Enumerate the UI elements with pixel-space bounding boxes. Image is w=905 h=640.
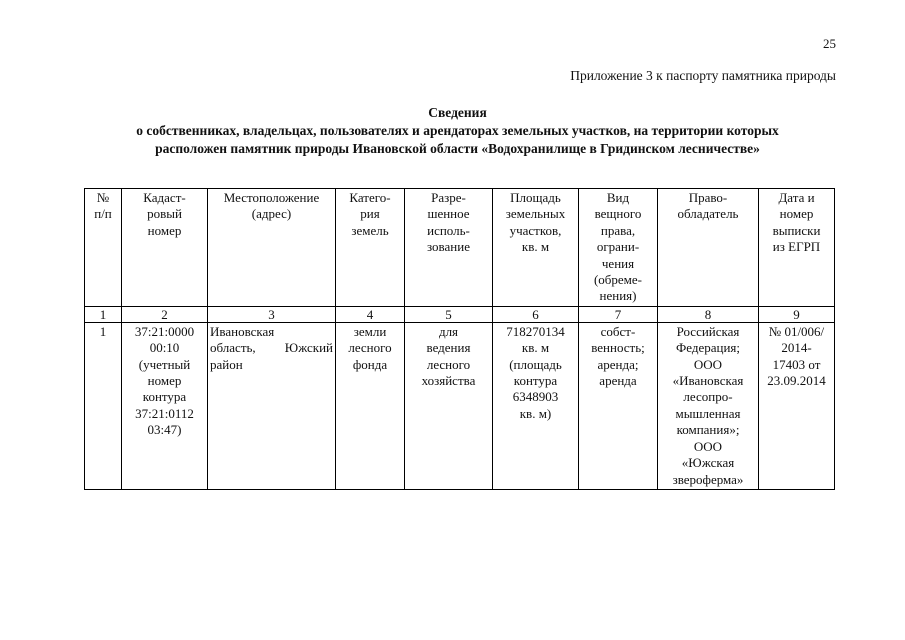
header-cell: Местоположение (адрес) bbox=[208, 189, 336, 307]
column-number: 3 bbox=[208, 306, 336, 322]
column-number: 4 bbox=[336, 306, 405, 322]
page-number: 25 bbox=[823, 36, 836, 51]
permitted-use: для ведения лесного хозяйства bbox=[405, 322, 493, 489]
column-number: 6 bbox=[493, 306, 579, 322]
column-number: 9 bbox=[759, 306, 835, 322]
header-cell: Дата и номер выписки из ЕГРП bbox=[759, 189, 835, 307]
table-header-row bbox=[85, 189, 835, 307]
appendix-title: Приложение 3 к паспорту памятника природы bbox=[570, 68, 836, 83]
land-plots-table bbox=[84, 188, 835, 490]
header-cell: Площадь земельных участков, кв. м bbox=[493, 189, 579, 307]
header-cell: Разре- шенное исполь- зование bbox=[405, 189, 493, 307]
row-number: 1 bbox=[85, 322, 122, 489]
location-address: Ивановская область, Южский район bbox=[208, 322, 336, 489]
heading-title: Сведения bbox=[428, 105, 487, 120]
heading-subtitle-line-2: расположен памятник природы Ивановской области «Водохранилище в Гридинском лесничестве» bbox=[155, 141, 760, 156]
document-heading bbox=[85, 104, 830, 158]
column-number: 7 bbox=[579, 306, 658, 322]
land-category: земли лесного фонда bbox=[336, 322, 405, 489]
right-holder: Российская Федерация; ООО «Ивановская лесопро- мышленная компания»; ООО «Южская звероферма» bbox=[658, 322, 759, 489]
heading-subtitle-line-1: о собственниках, владельцах, пользователях и арендаторах земельных участков, на территории которых bbox=[136, 123, 779, 138]
property-right-type: собст- венность; аренда; аренда bbox=[579, 322, 658, 489]
header-cell: Катего- рия земель bbox=[336, 189, 405, 307]
header-cell: Кадаст- ровый номер bbox=[122, 189, 208, 307]
column-number: 2 bbox=[122, 306, 208, 322]
column-number: 1 bbox=[85, 306, 122, 322]
plot-area: 718270134 кв. м (площадь контура 6348903 кв. м) bbox=[493, 322, 579, 489]
header-cell: Право- обладатель bbox=[658, 189, 759, 307]
column-number-row bbox=[85, 306, 835, 322]
column-number: 8 bbox=[658, 306, 759, 322]
registry-extract: № 01/006/ 2014- 17403 от 23.09.2014 bbox=[759, 322, 835, 489]
column-number: 5 bbox=[405, 306, 493, 322]
table-row bbox=[85, 322, 835, 489]
header-cell: № п/п bbox=[85, 189, 122, 307]
header-cell: Вид вещного права, ограни- чения (обреме- нения) bbox=[579, 189, 658, 307]
cadastral-number: 37:21:0000 00:10 (учетный номер контура 37:21:0112 03:47) bbox=[122, 322, 208, 489]
